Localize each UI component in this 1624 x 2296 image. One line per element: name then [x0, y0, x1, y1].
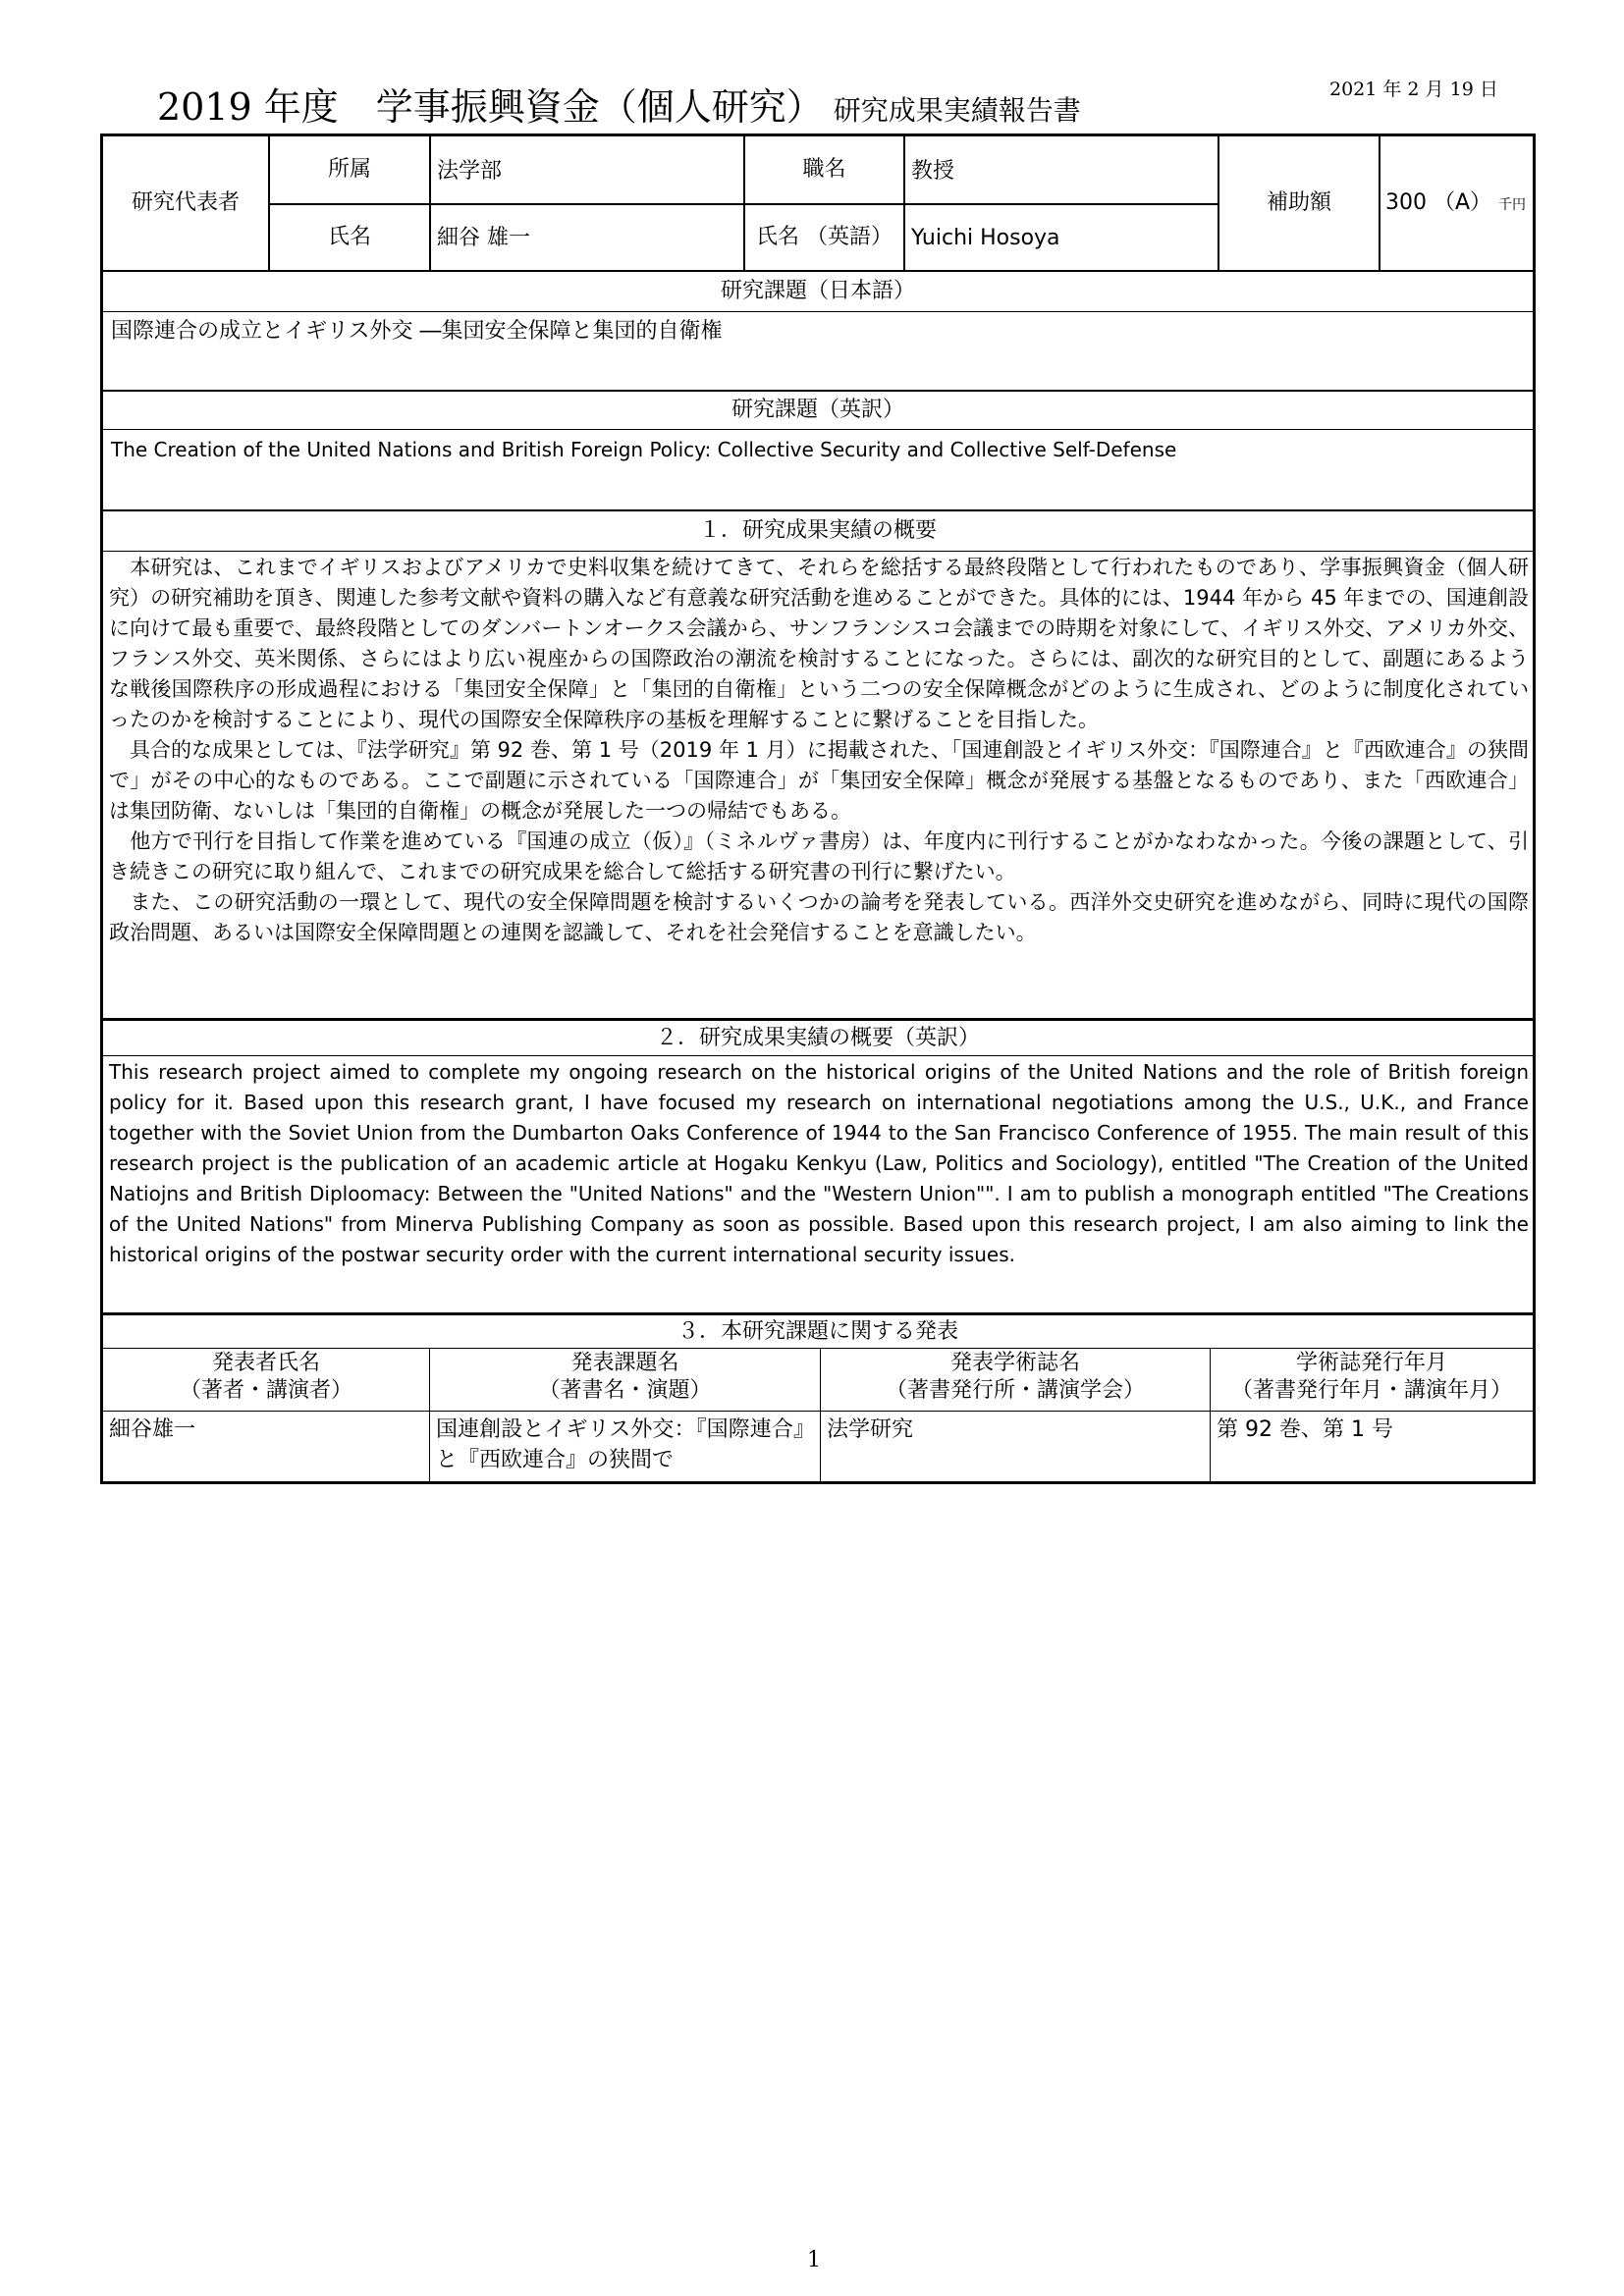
- pub-author: 細谷雄一: [109, 1417, 196, 1442]
- summary-ja-paragraph: 具合的な成果としては、『法学研究』第 92 巻、第 1 号（2019 年 1 月）に掲載された、「国連創設とイギリス外交：『国際連合』と『西欧連合』の狭間で」がその中心的なものである。ここで副題に示されている「国際連合」が「集団安全保障」概念が発展する基盤となるものであり、また「西欧連合」は集団防衛、ないしは「集団的自衛権」の概念が発展した一つの帰結でもある。: [109, 738, 1529, 823]
- report-form: [100, 133, 1536, 1484]
- name-label: 氏名: [327, 225, 371, 249]
- summary-ja-paragraph: また、この研究活動の一環として、現代の安全保障問題を検討するいくつかの論考を発表している。西洋外交史研究を進めながら、同時に現代の国際政治問題、あるいは国際安全保障問題との連関を認識して、それを社会発信することを意識したい。: [109, 890, 1529, 944]
- grant-amount: [1385, 187, 1533, 221]
- col-header-line: 発表課題名: [570, 1351, 679, 1375]
- col-header-title: [430, 1350, 820, 1405]
- grant-label: 補助額: [1266, 190, 1331, 215]
- col-header-journal: [821, 1350, 1210, 1405]
- position-label: 職名: [802, 157, 846, 182]
- name-en-value: Yuichi Hosoya: [911, 226, 1060, 250]
- col-header-line: 発表者氏名: [211, 1351, 320, 1375]
- col-header-line: （著者・講演者）: [179, 1378, 352, 1403]
- name-value: 細谷 雄一: [437, 226, 530, 250]
- title-sub: 研究成果実績報告書: [833, 94, 1081, 127]
- pub-date: 第 92 巻、第 1 号: [1217, 1417, 1393, 1442]
- topic-en-value: The Creation of the United Nations and British Foreign Policy: Collective Security and Collective Self-Defense: [111, 438, 1177, 461]
- title-main: 2019 年度 学事振興資金（個人研究）: [157, 85, 824, 129]
- document-title: [157, 77, 1081, 131]
- col-header-line: （著書発行所・講演学会）: [885, 1378, 1145, 1403]
- topic-en-label: 研究課題（英訳）: [731, 398, 904, 422]
- pub-title: 国連創設とイギリス外交：『国際連合』と『西欧連合』の狭間で: [436, 1417, 815, 1472]
- col-header-line: 学術誌発行年月: [1295, 1351, 1447, 1375]
- summary-ja-paragraph: 他方で刊行を目指して作業を進めている『国連の成立（仮）』（ミネルヴァ書房）は、年度内に刊行することがかなわなかった。今後の課題として、引き続きこの研究に取り組んで、これまでの研究成果を総合して総括する研究書の刊行に繋げたい。: [109, 829, 1529, 883]
- topic-ja-value: 国際連合の成立とイギリス外交 ―集団安全保障と集団的自衛権: [111, 319, 723, 344]
- affiliation-value: 法学部: [437, 159, 503, 184]
- summary-en-label: ２．研究成果実績の概要（英訳）: [655, 1026, 980, 1050]
- pub-journal: 法学研究: [827, 1417, 914, 1442]
- representative-label: 研究代表者: [131, 190, 240, 215]
- publications-label: ３．本研究課題に関する発表: [677, 1319, 958, 1344]
- name-en-label: 氏名 （英語）: [756, 225, 893, 249]
- summary-ja-body: [109, 553, 1529, 948]
- col-header-line: （著書名・演題）: [538, 1378, 712, 1403]
- page-number: 1: [807, 2248, 821, 2272]
- grant-value: 300 （A）: [1385, 190, 1492, 215]
- report-date: 2021 年 2 月 19 日: [1329, 79, 1498, 100]
- position-value: 教授: [911, 159, 955, 184]
- col-header-author: [103, 1350, 429, 1405]
- summary-ja-paragraph: 本研究は、これまでイギリスおよびアメリカで史料収集を続けてきて、それらを総括する最終段階として行われたものであり、学事振興資金（個人研究）の研究補助を頂き、関連した参考文献や資料の購入など有意義な研究活動を進めることができた。具体的には、1944 年から 45 年までの、国連創設に向けて最も重要で、最終段階としてのダンバートンオークス会議から、サンフランシスコ会議までの時期を対象にして、イギリス外交、アメリカ外交、フランス外交、英米関係、さらにはより広い視座からの国際政治の潮流を検討することになった。さらには、副次的な研究目的として、副題にあるような戦後国際秩序の形成過程における「集団安全保障」と「集団的自衛権」という二つの安全保障概念がどのように生成され、どのように制度化されていったのかを検討することにより、現代の国際安全保障秩序の基板を理解することに繋げることを目指した。: [109, 556, 1529, 731]
- grant-unit: 千円: [1498, 197, 1527, 213]
- col-header-line: （著書発行年月・講演年月）: [1230, 1378, 1512, 1403]
- summary-en-body: This research project aimed to complete my ongoing research on the historical origins of the United Nations and the role of British foreign policy for it. Based upon this research grant, I have focused my research on international negotiations among the U.S., U.K., and France together with the Soviet Union from the Dumbarton Oaks Conference of 1944 to the San Francisco Conference of 1955. The main result of this research project is the publication of an academic article at Hogaku Kenkyu (Law, Politics and Sociology), entitled "The Creation of the United Natiojns and British Diploomacy: Between the "United Nations" and the "Western Union"". I am to publish a monograph entitled "The Creations of the United Nations" from Minerva Publishing Company as soon as possible. Based upon this research project, I am also aiming to link the historical origins of the postwar security order with the current international security issues.: [109, 1060, 1529, 1266]
- col-header-line: 発表学術誌名: [949, 1351, 1080, 1375]
- topic-ja-label: 研究課題（日本語）: [720, 279, 915, 303]
- col-header-date: [1211, 1350, 1533, 1405]
- affiliation-label: 所属: [327, 157, 371, 182]
- summary-ja-label: １．研究成果実績の概要: [698, 518, 937, 543]
